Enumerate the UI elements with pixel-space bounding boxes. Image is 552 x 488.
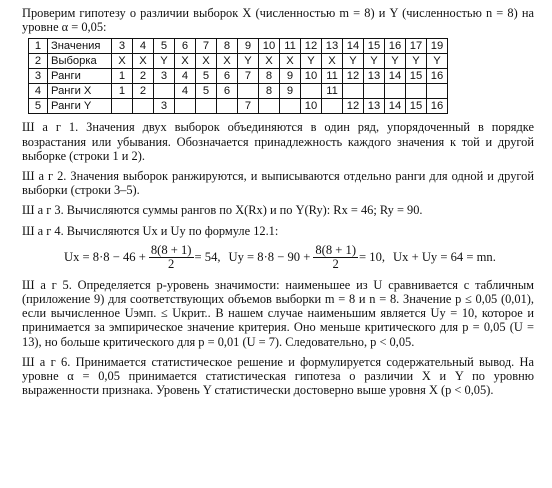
table-cell bbox=[301, 84, 322, 99]
uy-left: Uy = 8·8 − 90 + bbox=[228, 250, 311, 265]
table-cell: 7 bbox=[238, 69, 259, 84]
row-label: Ранги bbox=[48, 69, 112, 84]
table-cell: 6 bbox=[175, 39, 196, 54]
table-cell bbox=[133, 99, 154, 114]
table-cell: 9 bbox=[280, 69, 301, 84]
table-cell: 15 bbox=[406, 99, 427, 114]
step-5: Ш а г 5. Определяется p-уровень значимости: наименьшее из U сравнивается с табличным (приложение 9) для соответствующих объемов выборки m = 8 и n = 8. Значение p ≤ 0,05 (0,01), если вычисленное Uэмп. ≤ Uкрит.. В нашем случае наименьшим является Uy = 10, которое и принимается за эмпирическое значение критерия. Оно меньше критического для p = 0,05 (U = 13), но больше критического для p = 0,01 (U = 7). Следовательно, p < 0,05. bbox=[22, 277, 534, 349]
ux-left: Ux = 8·8 − 46 + bbox=[64, 250, 146, 265]
table-cell: 2 bbox=[133, 69, 154, 84]
table-cell: 9 bbox=[280, 84, 301, 99]
table-cell: 12 bbox=[343, 69, 364, 84]
table-cell: 16 bbox=[385, 39, 406, 54]
table-cell: 16 bbox=[427, 99, 448, 114]
table-cell bbox=[112, 99, 133, 114]
step-2: Ш а г 2. Значения выборок ранжируются, и выписываются отдельно ранги для одной и другой выборки (строки 3–5). bbox=[22, 169, 534, 198]
table-cell: 8 bbox=[259, 69, 280, 84]
uy-fraction bbox=[313, 244, 358, 271]
row-label: Выборка bbox=[48, 54, 112, 69]
table-cell bbox=[238, 84, 259, 99]
table-cell: X bbox=[175, 54, 196, 69]
table-cell: 10 bbox=[301, 69, 322, 84]
table-cell bbox=[406, 84, 427, 99]
table-cell: 16 bbox=[427, 69, 448, 84]
step-1: Ш а г 1. Значения двух выборок объединяются в один ряд, упорядоченный в порядке возрастания или убывания. Обозначается принадлежность каждого значения к той и другой выборке (строки 1 и 2). bbox=[22, 120, 534, 163]
uy-denominator: 2 bbox=[332, 257, 339, 272]
table-cell: 2 bbox=[133, 84, 154, 99]
table-cell: 13 bbox=[364, 99, 385, 114]
row-number: 1 bbox=[29, 39, 48, 54]
ux-numerator: 8(8 + 1) bbox=[150, 243, 192, 258]
row-number: 5 bbox=[29, 99, 48, 114]
table-cell: 10 bbox=[259, 39, 280, 54]
uy-numerator: 8(8 + 1) bbox=[315, 243, 357, 258]
table-cell: 7 bbox=[238, 99, 259, 114]
table-cell bbox=[280, 99, 301, 114]
table-cell: 1 bbox=[112, 84, 133, 99]
table-cell: Y bbox=[301, 54, 322, 69]
table-cell: 6 bbox=[217, 84, 238, 99]
table-cell: 3 bbox=[154, 69, 175, 84]
table-cell: 14 bbox=[343, 39, 364, 54]
table-cell bbox=[322, 99, 343, 114]
table-cell: Y bbox=[427, 54, 448, 69]
table-cell: 3 bbox=[154, 99, 175, 114]
table-cell bbox=[154, 84, 175, 99]
table-cell: 5 bbox=[154, 39, 175, 54]
table-cell: 1 bbox=[112, 69, 133, 84]
table-row bbox=[29, 84, 448, 99]
table-cell: Y bbox=[406, 54, 427, 69]
row-label: Ранги Y bbox=[48, 99, 112, 114]
table-cell: 4 bbox=[175, 69, 196, 84]
table-row bbox=[29, 69, 448, 84]
table-cell bbox=[196, 99, 217, 114]
table-cell: X bbox=[196, 54, 217, 69]
table-cell: 15 bbox=[406, 69, 427, 84]
table-cell: 11 bbox=[322, 69, 343, 84]
uy-right: = 10, bbox=[359, 250, 386, 265]
row-label: Значения bbox=[48, 39, 112, 54]
table-cell: 15 bbox=[364, 39, 385, 54]
table-cell bbox=[364, 84, 385, 99]
table-cell: X bbox=[112, 54, 133, 69]
intro-text: Проверим гипотезу о различии выборок X (численностью m = 8) и Y (численностью n = 8) на уровне α = 0,05: bbox=[22, 6, 534, 35]
table-row bbox=[29, 39, 448, 54]
table-cell: X bbox=[217, 54, 238, 69]
row-number: 3 bbox=[29, 69, 48, 84]
table-cell: 5 bbox=[196, 69, 217, 84]
table-cell: 14 bbox=[385, 99, 406, 114]
table-cell bbox=[427, 84, 448, 99]
table-cell: 12 bbox=[301, 39, 322, 54]
table-cell: 7 bbox=[196, 39, 217, 54]
step-6: Ш а г 6. Принимается статистическое решение и формулируется содержательный вывод. На уровне α = 0,05 принимается статистическая гипотеза о различии X и Y по уровню выраженности признака. Уровень Y статистически достоверно выше уровня X (p < 0,05). bbox=[22, 354, 534, 398]
table-cell bbox=[259, 99, 280, 114]
row-number: 4 bbox=[29, 84, 48, 99]
table-cell: X bbox=[259, 54, 280, 69]
table-cell bbox=[175, 99, 196, 114]
table-cell: 5 bbox=[196, 84, 217, 99]
step-4: Ш а г 4. Вычисляются Ux и Uy по формуле 12.1: bbox=[22, 223, 279, 238]
table-cell: Y bbox=[343, 54, 364, 69]
table-cell: X bbox=[280, 54, 301, 69]
u-sum: Ux + Uy = 64 = mn. bbox=[393, 250, 496, 265]
table-cell: 19 bbox=[427, 39, 448, 54]
table-cell: 4 bbox=[133, 39, 154, 54]
table-cell: 3 bbox=[112, 39, 133, 54]
ux-fraction bbox=[149, 244, 194, 271]
table-cell: Y bbox=[154, 54, 175, 69]
ranks-table-body bbox=[29, 39, 448, 114]
table-cell bbox=[217, 99, 238, 114]
table-cell: 12 bbox=[343, 99, 364, 114]
table-cell: 6 bbox=[217, 69, 238, 84]
table-cell: Y bbox=[238, 54, 259, 69]
table-cell: Y bbox=[385, 54, 406, 69]
table-cell: 9 bbox=[238, 39, 259, 54]
ux-right: = 54, bbox=[194, 250, 221, 265]
table-cell: 4 bbox=[175, 84, 196, 99]
table-cell: X bbox=[133, 54, 154, 69]
table-cell bbox=[385, 84, 406, 99]
table-cell bbox=[343, 84, 364, 99]
ux-denominator: 2 bbox=[168, 257, 175, 272]
row-number: 2 bbox=[29, 54, 48, 69]
ranks-table bbox=[28, 38, 448, 114]
table-cell: 14 bbox=[385, 69, 406, 84]
row-label: Ранги X bbox=[48, 84, 112, 99]
table-cell: X bbox=[322, 54, 343, 69]
table-cell: 17 bbox=[406, 39, 427, 54]
table-cell: 13 bbox=[322, 39, 343, 54]
table-cell: 11 bbox=[322, 84, 343, 99]
table-cell: 13 bbox=[364, 69, 385, 84]
table-row bbox=[29, 54, 448, 69]
table-cell: 8 bbox=[259, 84, 280, 99]
table-cell: 11 bbox=[280, 39, 301, 54]
step-3: Ш а г 3. Вычисляются суммы рангов по X(Rx) и по Y(Ry): Rx = 46; Ry = 90. bbox=[22, 203, 423, 218]
formula-12-1 bbox=[64, 244, 534, 272]
table-cell: Y bbox=[364, 54, 385, 69]
table-row bbox=[29, 99, 448, 114]
table-cell: 10 bbox=[301, 99, 322, 114]
table-cell: 8 bbox=[217, 39, 238, 54]
